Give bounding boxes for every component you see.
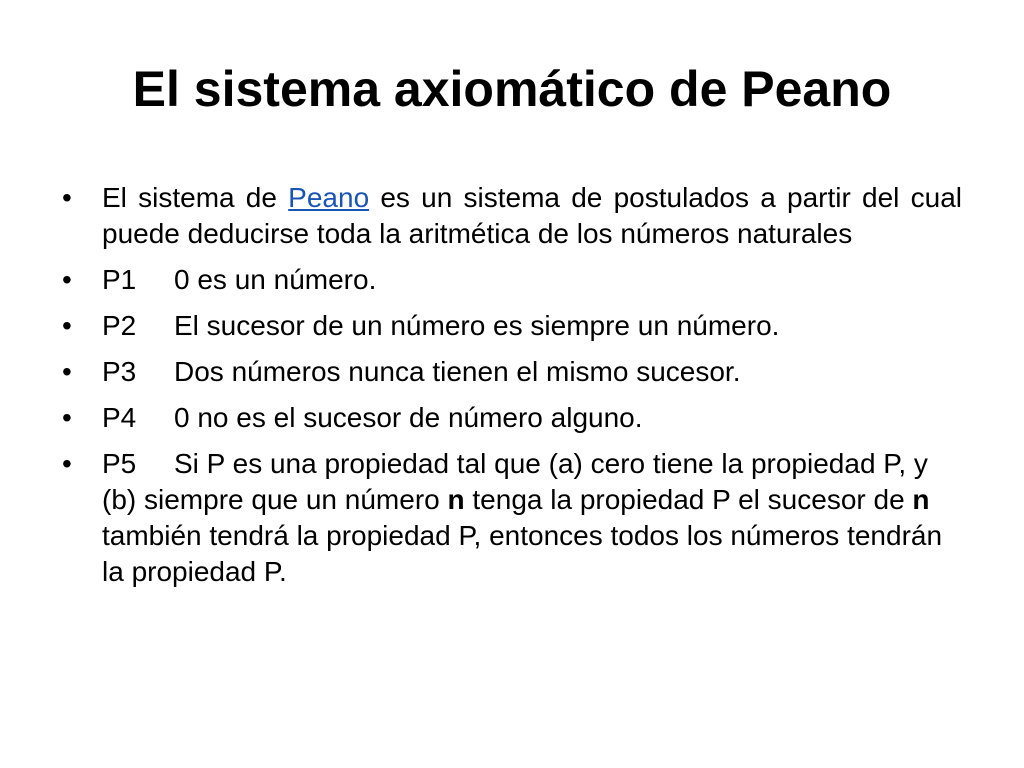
- bullet-icon: •: [62, 448, 72, 479]
- bullet-icon: •: [62, 402, 72, 433]
- postulate-code: P5: [102, 448, 137, 479]
- postulate-text: 0 no es el sucesor de número alguno.: [174, 402, 643, 433]
- p5-bold-n-2: n: [912, 484, 930, 515]
- postulate-text: 0 es un número.: [174, 264, 377, 295]
- intro-text-before: El sistema de: [102, 182, 289, 213]
- postulate-code: P4: [102, 402, 137, 433]
- bullet-icon: •: [62, 356, 72, 387]
- bullet-intro: [62, 180, 962, 252]
- bullet-p2: [62, 308, 962, 344]
- bullet-p4: [62, 400, 962, 436]
- p5-text-1: Si P es una propiedad tal que (a) cero tiene la propiedad P, y (b) siempre que un número: [102, 448, 928, 515]
- bullet-icon: •: [62, 310, 72, 341]
- postulate-code: P2: [102, 310, 137, 341]
- slide-title: El sistema axiomático de Peano: [132, 61, 892, 117]
- p5-text-2: tenga la propiedad P el sucesor de: [464, 484, 913, 515]
- postulate-text: Dos números nunca tienen el mismo sucesor.: [174, 356, 741, 387]
- bullet-p5: [62, 446, 962, 590]
- peano-link[interactable]: Peano: [288, 182, 370, 213]
- bullet-icon: •: [62, 264, 72, 295]
- p5-text-3: también tendrá la propiedad P, entonces todos los números tendrán la propiedad P.: [102, 520, 943, 587]
- bullet-p3: [62, 354, 962, 390]
- postulate-code: P3: [102, 356, 137, 387]
- bullet-list: [62, 180, 962, 600]
- bullet-icon: •: [62, 182, 72, 213]
- p5-bold-n-1: n: [447, 484, 465, 515]
- postulate-text: El sucesor de un número es siempre un número.: [174, 310, 780, 341]
- postulate-code: P1: [102, 264, 137, 295]
- bullet-p1: [62, 262, 962, 298]
- intro-text-after: es un sistema de postulados a partir del cual puede deducirse toda la aritmética de los números naturales: [102, 182, 962, 249]
